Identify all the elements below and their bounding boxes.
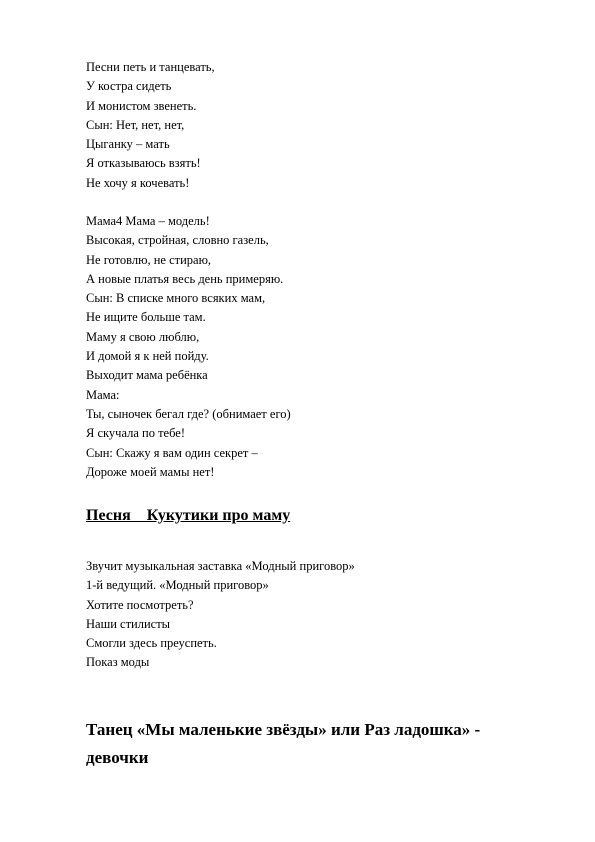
- text-line: А новые платья весь день примеряю.: [86, 271, 284, 286]
- text-line: Наши стилисты: [86, 616, 171, 631]
- verse-block-1: [86, 58, 546, 193]
- text-line: Не хочу я кочевать!: [86, 175, 190, 190]
- text-line: Мама:: [86, 387, 120, 402]
- text-line: 1-й ведущий. «Модный приговор»: [86, 578, 269, 593]
- dance-heading: Танец «Мы маленькие звёзды» или Раз ладошка» - девочки: [86, 720, 481, 767]
- text-line: Выходит мама ребёнка: [86, 368, 208, 383]
- text-line: Цыганку – мать: [86, 137, 170, 152]
- text-line: И монистом звенеть.: [86, 98, 197, 113]
- text-line: Не готовлю, не стираю,: [86, 252, 212, 267]
- text-line: Показ моды: [86, 655, 150, 670]
- text-line: Сын: Скажу я вам один секрет –: [86, 445, 258, 460]
- text-line: Дороже моей мамы нет!: [86, 464, 215, 479]
- text-line: Хотите посмотреть?: [86, 597, 194, 612]
- text-line: Ты, сыночек бегал где? (обнимает его): [86, 406, 291, 421]
- text-line: Звучит музыкальная заставка «Модный приговор»: [86, 559, 355, 573]
- text-line: Я отказываюсь взять!: [86, 156, 201, 171]
- text-line: Не ищите больше там.: [86, 310, 206, 325]
- text-line: Песни петь и танцевать,: [86, 60, 215, 74]
- text-line: Маму я свою люблю,: [86, 329, 200, 344]
- text-line: Сын: В списке много всяких мам,: [86, 291, 266, 306]
- verse-block-2: [86, 212, 546, 482]
- text-line: И домой я к ней пойду.: [86, 349, 209, 364]
- text-line: Смогли здесь преуспеть.: [86, 636, 217, 651]
- text-line: Сын: Нет, нет, нет,: [86, 117, 185, 132]
- text-line: У костра сидеть: [86, 79, 172, 94]
- song-heading: Песня Кукутики про маму: [86, 507, 291, 524]
- text-line: Мама4 Мама – модель!: [86, 214, 210, 228]
- verse-block-3: [86, 557, 546, 673]
- text-line: Я скучала по тебе!: [86, 426, 185, 441]
- text-line: Высокая, стройная, словно газель,: [86, 233, 269, 248]
